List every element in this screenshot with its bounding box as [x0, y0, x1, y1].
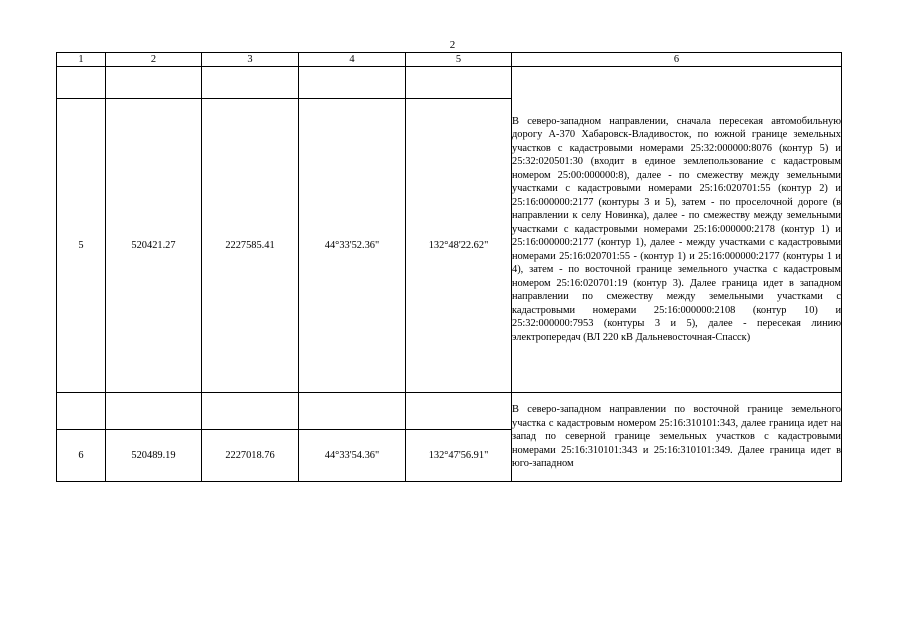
boundary-description-cell [512, 393, 842, 482]
page-number: 2 [449, 39, 456, 51]
x-coordinate-cell: 520489.19 [106, 430, 202, 482]
empty-cell [406, 393, 512, 430]
longitude-cell: 132°48'22.62" [406, 99, 512, 393]
x-coordinate-cell: 520421.27 [106, 99, 202, 393]
column-header: 5 [406, 53, 512, 67]
empty-cell [106, 393, 202, 430]
empty-cell [57, 67, 106, 99]
point-number-cell: 6 [57, 430, 106, 482]
column-header: 6 [512, 53, 842, 67]
column-header: 2 [106, 53, 202, 67]
latitude-cell: 44°33'52.36" [299, 99, 406, 393]
column-header: 1 [57, 53, 106, 67]
empty-cell [202, 67, 299, 99]
empty-cell [202, 393, 299, 430]
column-header-row [57, 53, 842, 67]
column-header: 4 [299, 53, 406, 67]
table-row [57, 393, 842, 430]
y-coordinate-cell: 2227018.76 [202, 430, 299, 482]
empty-cell [57, 393, 106, 430]
boundary-description: В северо-западном направлении, сначала пересекая автомобильную дорогу А-370 Хабаровск-Владивосток, по южной границе земельных участков с кадастровыми номерами 25:32:000000:8076 (контур 5) и 25:32:020501:30 (входит в единое землепользование с кадастровым номером 25:00:000000:8), далее - по смежеству между земельными участками с кадастровыми номерами 25:16:020701:55 (контур 2) и 25:16:000000:2177 (контуры 3 и 5), затем - по проселочной дороге (в направлении к селу Новинка), далее - по смежеству между земельными участками с кадастровыми номерами 25:16:000000:2178 (контур 1) и 25:16:000000:2177 (контур 1), далее - между участками с кадастровыми номерами 25:16:020701:55 - (контур 1) и 25:16:000000:2177 (контуры 1 и 4), затем - по восточной границе земельного участка с кадастровым номером 25:16:020701:19 (контур 3). Далее граница идет в западном направлении по смежеству между земельными участками с кадастровыми номерами 25:16:000000:2108 (контур 10) и 25:32:000000:7953 (контуры 3 и 5), далее - пересекая линию электропередач (ВЛ 220 кВ Дальневосточная-Спасск) [512, 115, 841, 343]
column-header: 3 [202, 53, 299, 67]
latitude-cell: 44°33'54.36" [299, 430, 406, 482]
empty-cell [106, 67, 202, 99]
empty-cell [299, 67, 406, 99]
point-number-cell: 5 [57, 99, 106, 393]
table-row [57, 67, 842, 99]
longitude-cell: 132°47'56.91" [406, 430, 512, 482]
boundary-coordinates-table [56, 52, 842, 482]
boundary-description: В северо-западном направлении по восточной границе земельного участка с кадастровым номером 25:16:310101:343, далее граница идет на запад по северной границе земельных участков с кадастровыми номерами 25:16:310101:343 и 25:16:310101:349. Далее граница идет в юго-западном [512, 404, 841, 470]
boundary-description-cell [512, 67, 842, 393]
empty-cell [406, 67, 512, 99]
empty-cell [299, 393, 406, 430]
y-coordinate-cell: 2227585.41 [202, 99, 299, 393]
